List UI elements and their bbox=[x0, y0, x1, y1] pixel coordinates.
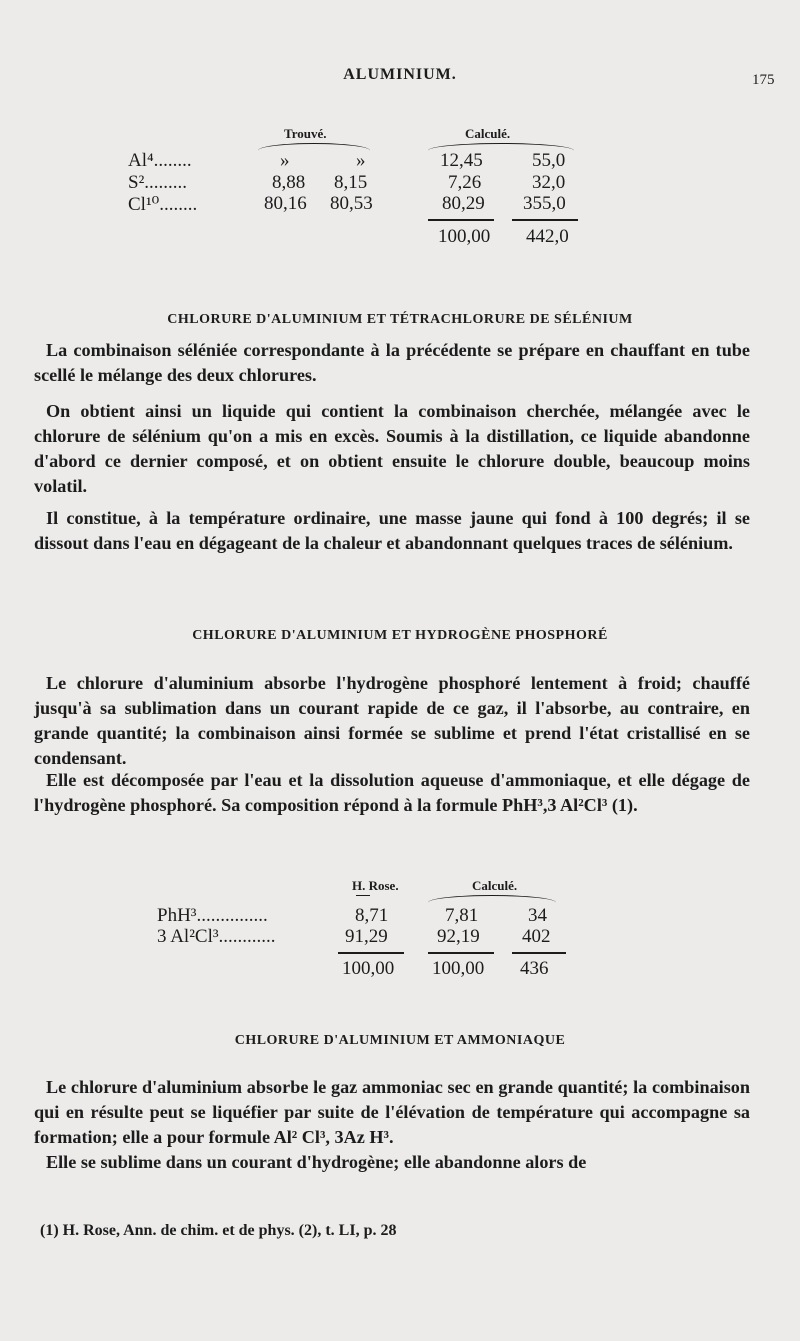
table2-total-1: 100,00 bbox=[432, 958, 485, 979]
table2-total-found: 100,00 bbox=[342, 958, 395, 979]
table1-label: S²......... bbox=[128, 172, 188, 193]
table2-total-rule bbox=[512, 952, 566, 954]
paragraph-text: Il constitue, à la température ordinaire, une masse jaune qui fond à 100 degrés; il se dissout dans l'eau en dégageant de la chaleur et abandonnant quelques traces de sélénium. bbox=[34, 508, 750, 553]
table1-total-2: 442,0 bbox=[526, 226, 569, 247]
table1-found-1: » bbox=[280, 150, 290, 171]
paragraph bbox=[34, 1150, 750, 1175]
section-title-selenium: CHLORURE D'ALUMINIUM ET TÉTRACHLORURE DE SÉLÉNIUM bbox=[167, 312, 633, 327]
running-head: ALUMINIUM. bbox=[343, 66, 457, 83]
table1-calc-2: 32,0 bbox=[532, 172, 566, 193]
table2-label: PhH³............... bbox=[157, 905, 268, 926]
footnote: (1) H. Rose, Ann. de chim. et de phys. (2), t. LI, p. 28 bbox=[40, 1222, 397, 1239]
section-title-phosphorus: CHLORURE D'ALUMINIUM ET HYDROGÈNE PHOSPHORÉ bbox=[192, 628, 608, 643]
table1-total-1: 100,00 bbox=[438, 226, 491, 247]
table2-calc-1: 92,19 bbox=[437, 926, 480, 947]
page-number: 175 bbox=[752, 72, 775, 88]
section-title-ammonia: CHLORURE D'ALUMINIUM ET AMMONIAQUE bbox=[234, 1033, 566, 1048]
table2-total-rule bbox=[338, 952, 404, 954]
paragraph bbox=[34, 1075, 750, 1150]
paragraph-text: Elle se sublime dans un courant d'hydrogène; elle abandonne alors de bbox=[46, 1152, 587, 1172]
paragraph-text: Le chlorure d'aluminium absorbe l'hydrogène phosphoré lentement à froid; chauffé jusqu'à sa sublimation dans un courant rapide de ce gaz, il l'absorbe, au contraire, en grande quantité; la combinaison ainsi formée se sublime et prend l'état cristallisé en se condensant. bbox=[34, 673, 750, 768]
paragraph-text: On obtient ainsi un liquide qui contient la combinaison cherchée, mélangée avec le chlorure de sélénium qu'on a mis en excès. Soumis à la distillation, ce liquide abandonne d'abord ce dernier composé, et on obtient ensuite le chlorure double, beaucoup moins volatil. bbox=[34, 401, 750, 496]
table1-found-2: 80,53 bbox=[330, 193, 373, 214]
table1-calc-1: 12,45 bbox=[440, 150, 483, 171]
table2-found: 8,71 bbox=[355, 905, 389, 926]
table1-head-found: Trouvé. bbox=[284, 126, 327, 141]
table1-calc-1: 80,29 bbox=[442, 193, 485, 214]
paragraph-text: Le chlorure d'aluminium absorbe le gaz ammoniac sec en grande quantité; la combinaison qui en résulte peut se liquéfier par suite de l'élévation de température qui accompagne sa formation; elle a pour formule Al² Cl³, 3Az H³. bbox=[34, 1077, 750, 1147]
table2-dash bbox=[356, 895, 370, 896]
paragraph-text: Elle est décomposée par l'eau et la dissolution aqueuse d'ammoniaque, et elle dégage de l'hydrogène phosphoré. Sa composition répond à la formule PhH³,3 Al²Cl³ (1). bbox=[34, 770, 750, 815]
table2-calc-2: 34 bbox=[528, 905, 547, 926]
table1-calc-1: 7,26 bbox=[448, 172, 482, 193]
table1-found-1: 80,16 bbox=[264, 193, 307, 214]
table2-brace-calc bbox=[428, 895, 556, 904]
table2-label: 3 Al²Cl³............ bbox=[157, 926, 276, 947]
table2-calc-1: 7,81 bbox=[445, 905, 479, 926]
table1-head-calc: Calculé. bbox=[465, 126, 511, 141]
table2-head-rose: H. Rose. bbox=[352, 878, 399, 893]
table2-calc-2: 402 bbox=[522, 926, 551, 947]
table1-found-1: 8,88 bbox=[272, 172, 306, 193]
paragraph-text: La combinaison séléniée correspondante à la précédente se prépare en chauffant en tube scellé le mélange des deux chlorures. bbox=[34, 340, 750, 385]
table1-found-2: » bbox=[356, 150, 366, 171]
table1-calc-2: 55,0 bbox=[532, 150, 566, 171]
table1-calc-2: 355,0 bbox=[523, 193, 566, 214]
table1-label: Cl¹⁰........ bbox=[128, 194, 198, 215]
table2-total-rule bbox=[428, 952, 494, 954]
table2-found: 91,29 bbox=[345, 926, 388, 947]
table1-found-2: 8,15 bbox=[334, 172, 368, 193]
table2-head-calc: Calculé. bbox=[472, 878, 518, 893]
table1-label: Al⁴........ bbox=[128, 150, 192, 171]
table2-total-2: 436 bbox=[520, 958, 549, 979]
